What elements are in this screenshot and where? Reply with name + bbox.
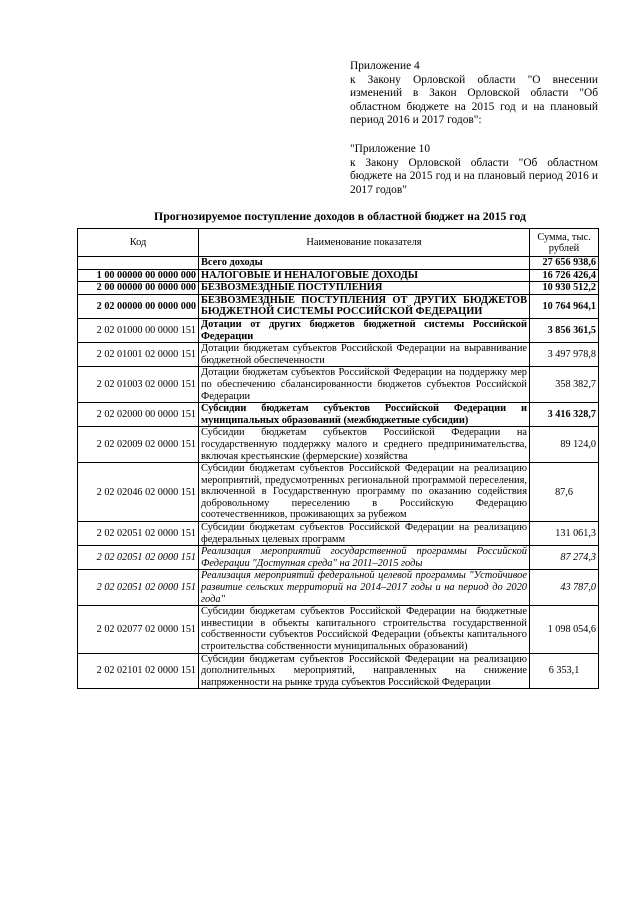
table-row [78, 294, 599, 318]
table-row [78, 546, 599, 570]
row-sum: 3 497 978,8 [530, 343, 599, 367]
row-sum: 131 061,3 [530, 522, 599, 546]
row-code: 2 02 00000 00 0000 000 [78, 294, 199, 318]
row-code: 2 00 00000 00 0000 000 [78, 282, 199, 295]
row-sum: 1 098 054,6 [530, 606, 599, 653]
appendix-4-block [350, 60, 598, 128]
row-name: Реализация мероприятий государственной программы Российской Федерации "Доступная среда" на 2011–2015 годы [199, 546, 530, 570]
row-sum: 43 787,0 [530, 570, 599, 606]
row-name: Субсидии бюджетам субъектов Российской Федерации на реализацию мероприятий, предусмотренных региональной программой переселения, включенной в Государственную программу по оказанию содействия добровольному переселению в Российскую Федерацию соотечественников, проживающих за рубежом [199, 463, 530, 522]
row-name: Дотации бюджетам субъектов Российской Федерации на поддержку мер по обеспечению сбалансированности бюджетов субъектов Российской Федерации [199, 367, 530, 403]
table-row [78, 269, 599, 282]
row-code: 2 02 02077 02 0000 151 [78, 606, 199, 653]
header-code: Код [78, 229, 199, 257]
header-name: Наименование показателя [199, 229, 530, 257]
row-code: 2 02 02009 02 0000 151 [78, 427, 199, 463]
appendix-4-text: к Закону Орловской области "О внесении изменений в Закон Орловской области "Об областном бюджете на 2015 год и на плановый период 2016 и 2017 годов": [350, 73, 598, 127]
appendix-10-block [350, 143, 598, 197]
row-sum: 10 930 512,2 [530, 282, 599, 295]
table-body [78, 257, 599, 689]
table-row [78, 257, 599, 270]
row-name: Субсидии бюджетам субъектов Российской Федерации на реализацию федеральных целевых программ [199, 522, 530, 546]
row-code: 2 02 02051 02 0000 151 [78, 546, 199, 570]
header-sum: Сумма, тыс. рублей [530, 229, 599, 257]
row-name: Субсидии бюджетам субъектов Российской Федерации на государственную поддержку малого и среднего предпринимательства, включая крестьянские (фермерские) хозяйства [199, 427, 530, 463]
row-sum: 16 726 426,4 [530, 269, 599, 282]
row-name: БЕЗВОЗМЕЗДНЫЕ ПОСТУПЛЕНИЯ ОТ ДРУГИХ БЮДЖЕТОВ БЮДЖЕТНОЙ СИСТЕМЫ РОССИЙСКОЙ ФЕДЕРАЦИИ [199, 294, 530, 318]
table-row [78, 367, 599, 403]
row-name: Субсидии бюджетам субъектов Российской Федерации и муниципальных образований (межбюджетные субсидии) [199, 403, 530, 427]
document-title: Прогнозируемое поступление доходов в областной бюджет на 2015 год [154, 209, 526, 223]
table-row [78, 606, 599, 653]
row-name: Субсидии бюджетам субъектов Российской Федерации на бюджетные инвестиции в объекты капитального строительства государственной собственности субъектов Российской Федерации (объекты капитального строительства собственности муниципальных образований) [199, 606, 530, 653]
row-sum: 3 416 328,7 [530, 403, 599, 427]
appendix-10-text: к Закону Орловской области "Об областном бюджете на 2015 год и на плановый период 2016 и 2017 годов" [350, 156, 598, 196]
row-code: 2 02 01000 00 0000 151 [78, 318, 199, 342]
row-code: 2 02 02051 02 0000 151 [78, 570, 199, 606]
appendix-10-heading: "Приложение 10 [350, 143, 431, 155]
table-row [78, 403, 599, 427]
row-sum: 87,6 [530, 463, 599, 522]
table-row [78, 343, 599, 367]
table-row [78, 282, 599, 295]
row-code: 1 00 00000 00 0000 000 [78, 269, 199, 282]
table-row [78, 463, 599, 522]
table-header-row [78, 229, 599, 257]
row-sum: 358 382,7 [530, 367, 599, 403]
row-code: 2 02 01003 02 0000 151 [78, 367, 199, 403]
appendix-4-heading: Приложение 4 [350, 60, 420, 72]
row-code [78, 257, 199, 270]
row-code: 2 02 02000 00 0000 151 [78, 403, 199, 427]
row-name: Реализация мероприятий федеральной целевой программы "Устойчивое развитие сельских территорий на 2014–2017 годы и на период до 2020 года" [199, 570, 530, 606]
table-row [78, 427, 599, 463]
row-name: Дотации бюджетам субъектов Российской Федерации на выравнивание бюджетной обеспеченности [199, 343, 530, 367]
row-sum: 87 274,3 [530, 546, 599, 570]
row-name: НАЛОГОВЫЕ И НЕНАЛОГОВЫЕ ДОХОДЫ [199, 269, 530, 282]
table-row [78, 522, 599, 546]
row-sum: 89 124,0 [530, 427, 599, 463]
row-sum: 3 856 361,5 [530, 318, 599, 342]
row-name: Дотации от других бюджетов бюджетной системы Российской Федерации [199, 318, 530, 342]
row-name: Всего доходы [199, 257, 530, 270]
table-row [78, 318, 599, 342]
row-sum: 27 656 938,6 [530, 257, 599, 270]
row-sum: 10 764 964,1 [530, 294, 599, 318]
row-sum: 6 353,1 [530, 653, 599, 689]
row-name: Субсидии бюджетам субъектов Российской Федерации на реализацию дополнительных мероприятий, направленных на снижение напряженности на рынке труда субъектов Российской Федерации [199, 653, 530, 689]
row-code: 2 02 02051 02 0000 151 [78, 522, 199, 546]
table-row [78, 653, 599, 689]
row-code: 2 02 02046 02 0000 151 [78, 463, 199, 522]
table-row [78, 570, 599, 606]
revenue-table [77, 228, 599, 689]
row-code: 2 02 01001 02 0000 151 [78, 343, 199, 367]
row-name: БЕЗВОЗМЕЗДНЫЕ ПОСТУПЛЕНИЯ [199, 282, 530, 295]
row-code: 2 02 02101 02 0000 151 [78, 653, 199, 689]
